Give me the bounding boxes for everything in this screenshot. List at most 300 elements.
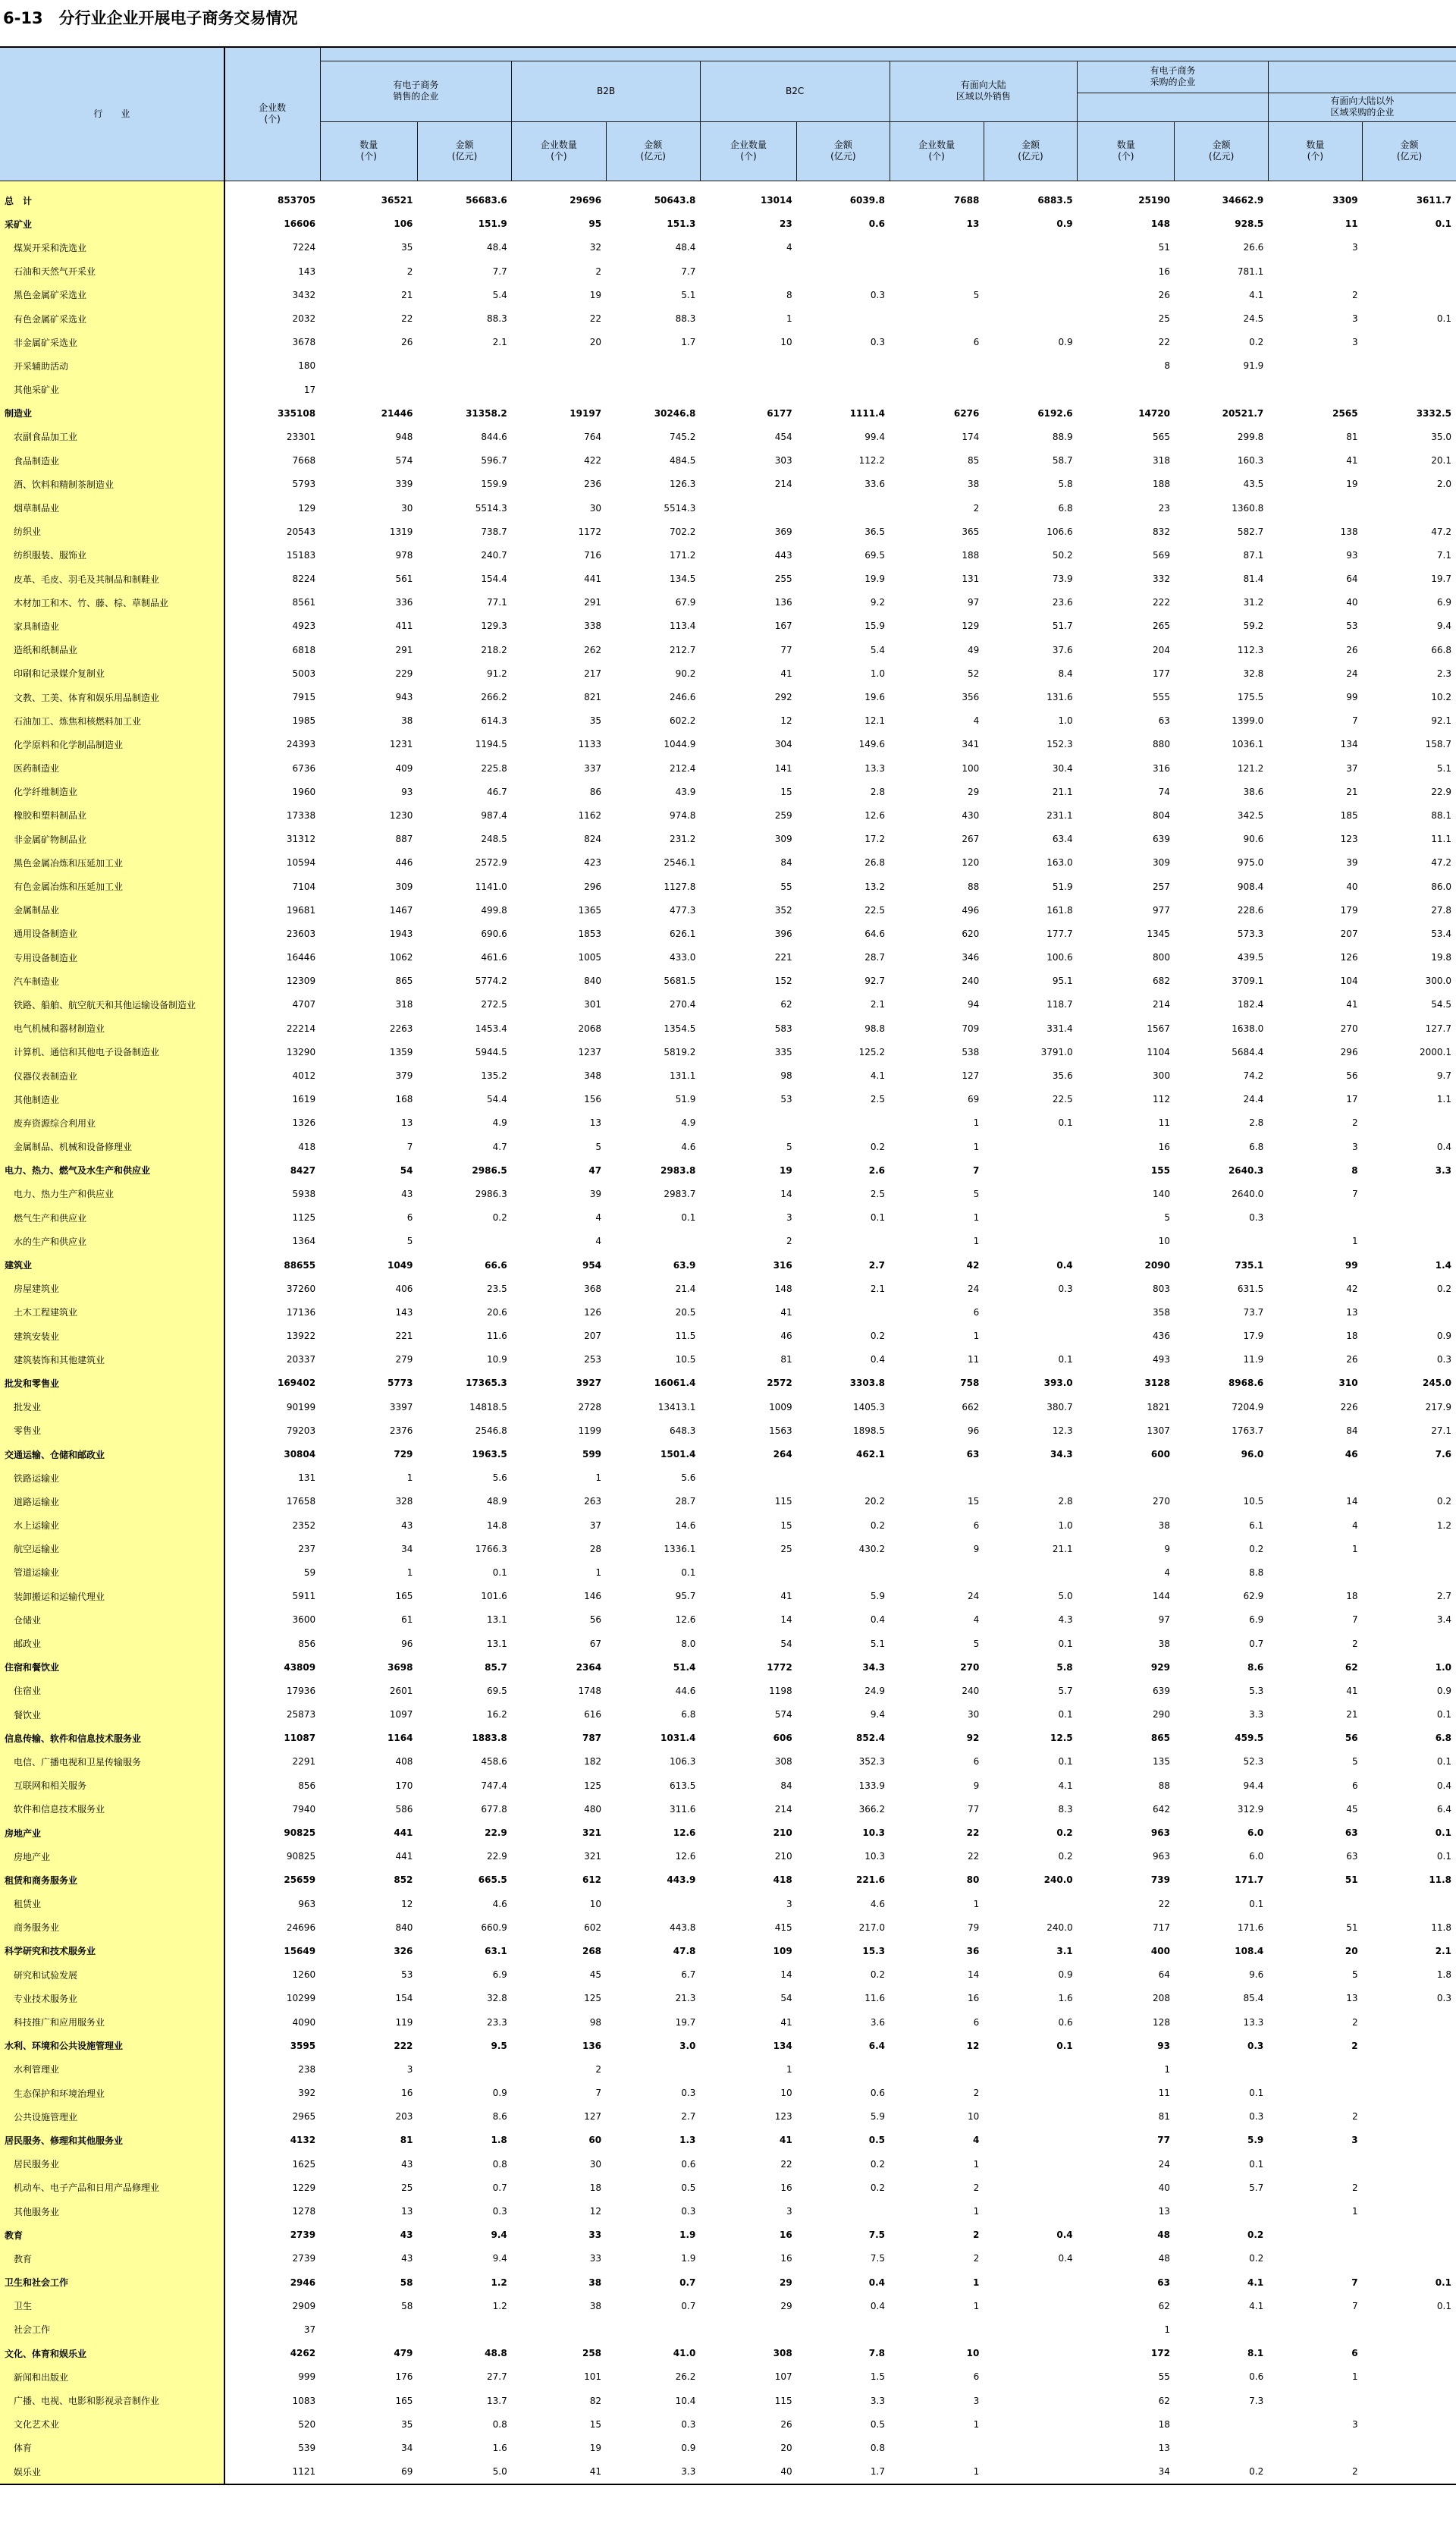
value-cell: 4.1 (1249, 2300, 1264, 2311)
value-cell: 13.2 (864, 881, 885, 892)
value-cell: 6 (973, 1519, 980, 1531)
table-title: 6-13 分行业企业开展电子商务交易情况 (3, 9, 298, 27)
value-cell (606, 2057, 700, 2081)
value-cell: 22 (1158, 1898, 1170, 1909)
value-cell: 248.5 (481, 834, 507, 845)
value-cell: 34 (1078, 2460, 1175, 2484)
value-cell: 852.4 (856, 1733, 885, 1744)
value-cell: 2 (595, 266, 602, 277)
value-cell: 5.7 (1058, 1685, 1073, 1696)
value-cell: 1231 (389, 739, 413, 750)
value-cell: 38 (401, 715, 413, 727)
value-cell (606, 354, 700, 378)
value-cell: 94.4 (1243, 1780, 1264, 1791)
value-cell: 1.8 (491, 2135, 507, 2146)
value-cell: 6.0 (1249, 1851, 1264, 1862)
table-row (0, 1797, 1456, 1821)
value-cell: 40 (700, 2460, 796, 2484)
value-cell: 0.4 (870, 1614, 885, 1626)
value-cell: 4.9 (492, 1117, 507, 1129)
table-row (0, 2460, 1456, 2484)
value-cell: 109 (773, 1945, 792, 1956)
value-cell: 41.0 (673, 2348, 696, 2359)
industry-name: 卫生和社会工作 (0, 2270, 224, 2294)
ecommerce-table (0, 46, 1456, 2485)
table-row (0, 993, 1456, 1017)
value-cell: 3.3 (1249, 1709, 1264, 1720)
value-cell: 7104 (292, 881, 316, 892)
value-cell: 129 (298, 502, 316, 514)
table-row (0, 189, 1456, 212)
value-cell: 25873 (286, 1709, 316, 1720)
value-cell: 0.2 (1247, 2229, 1264, 2241)
value-cell: 8.6 (1247, 1661, 1264, 1673)
value-cell: 423 (584, 857, 602, 869)
value-cell: 3791.0 (1040, 1046, 1073, 1057)
value-cell: 0.1 (1435, 218, 1451, 230)
value-cell: 2364 (576, 1661, 602, 1673)
value-cell: 20.6 (487, 1306, 507, 1318)
value-cell: 0.1 (1058, 1354, 1073, 1365)
value-cell: 36 (966, 1945, 980, 1956)
value-cell: 106 (394, 218, 413, 230)
value-cell: 8427 (290, 1164, 316, 1176)
value-cell: 66.6 (485, 1259, 507, 1271)
value-cell: 115 (774, 2395, 792, 2406)
value-cell: 2 (1351, 1638, 1358, 1649)
value-cell: 41 (512, 2460, 606, 2484)
value-cell: 5.6 (681, 1472, 696, 1484)
value-cell: 97 (1158, 1614, 1170, 1626)
value-cell: 0.1 (1249, 2088, 1264, 2099)
value-cell: 2 (973, 502, 980, 514)
value-cell: 1009 (769, 1401, 792, 1412)
value-cell (984, 2342, 1077, 2365)
value-cell (1363, 2057, 1456, 2081)
value-cell: 44.6 (675, 1685, 696, 1696)
value-cell: 1125 (292, 1212, 316, 1224)
value-cell: 10 (968, 2111, 980, 2123)
value-cell: 123 (774, 2111, 792, 2123)
value-cell: 134 (773, 2040, 792, 2051)
value-cell: 51.7 (1052, 621, 1073, 632)
value-cell: 134.5 (670, 573, 696, 585)
industry-name: 采矿业 (0, 212, 224, 236)
value-cell: 19.7 (1431, 573, 1451, 585)
value-cell: 35 (401, 242, 413, 253)
value-cell: 127 (962, 1070, 980, 1082)
value-cell: 6 (1351, 1780, 1358, 1791)
industry-name: 通用设备制造业 (0, 922, 224, 945)
value-cell: 35 (401, 2418, 413, 2430)
industry-name: 计算机、通信和其他电子设备制造业 (0, 1040, 224, 1064)
value-cell: 5773 (388, 1378, 413, 1389)
table-row (0, 283, 1456, 306)
value-cell (1268, 1560, 1362, 1584)
value-cell: 12309 (286, 976, 316, 987)
value-cell (1363, 2176, 1456, 2199)
value-cell: 583 (774, 1023, 792, 1034)
value-cell: 5 (406, 1236, 413, 1247)
value-cell: 0.1 (1436, 1756, 1451, 1768)
value-cell: 208 (1153, 1993, 1170, 2004)
value-cell: 41 (780, 2016, 792, 2028)
value-cell: 368 (584, 1283, 602, 1294)
value-cell: 4.1 (870, 1070, 885, 1082)
value-cell: 1763.7 (1232, 1425, 1264, 1436)
value-cell: 411 (395, 621, 413, 632)
value-cell: 7 (1351, 715, 1358, 727)
value-cell: 63 (1345, 1827, 1358, 1839)
value-cell: 126 (584, 1306, 602, 1318)
value-cell: 37 (589, 1519, 602, 1531)
value-cell: 8 (1351, 1164, 1358, 1176)
value-cell: 12 (589, 2206, 602, 2217)
value-cell: 10594 (286, 857, 316, 869)
value-cell (797, 354, 890, 378)
value-cell (1363, 1182, 1456, 1205)
value-cell: 1097 (389, 1709, 413, 1720)
value-cell: 0.1 (1436, 313, 1451, 325)
value-cell: 5793 (292, 479, 316, 490)
value-cell: 41 (780, 1591, 792, 1602)
value-cell: 8561 (292, 597, 316, 608)
value-cell (984, 2389, 1077, 2412)
value-cell: 118.7 (1046, 999, 1073, 1010)
value-cell: 28.7 (675, 1496, 696, 1507)
table-row (0, 331, 1456, 354)
value-cell: 309 (774, 834, 792, 845)
value-cell: 36521 (381, 195, 413, 206)
value-cell (1363, 1892, 1456, 1915)
value-cell: 626.1 (670, 928, 696, 939)
value-cell: 379 (395, 1070, 413, 1082)
value-cell: 2 (1351, 2016, 1358, 2028)
value-cell: 69.5 (487, 1685, 507, 1696)
value-cell: 231.2 (670, 834, 696, 845)
value-cell: 781.1 (1237, 266, 1264, 277)
value-cell: 8.8 (1249, 1566, 1264, 1578)
value-cell (1363, 331, 1456, 354)
value-cell: 20 (589, 337, 602, 348)
value-cell: 245.0 (1423, 1378, 1451, 1389)
header-purchase-qty: 数量 (个) (1078, 121, 1175, 181)
value-cell: 43 (401, 2253, 413, 2264)
value-cell (984, 2152, 1077, 2176)
industry-name: 科学研究和技术服务业 (0, 1939, 224, 1962)
value-cell: 106.3 (670, 1756, 696, 1768)
industry-name: 铁路运输业 (0, 1466, 224, 1490)
industry-name: 管道运输业 (0, 1560, 224, 1584)
industry-name: 住宿业 (0, 1679, 224, 1702)
value-cell: 100 (962, 762, 980, 774)
value-cell: 309 (395, 881, 413, 892)
value-cell: 13 (401, 2206, 413, 2217)
value-cell: 19681 (286, 904, 316, 916)
value-cell: 5 (1164, 1212, 1170, 1224)
value-cell: 15 (780, 1519, 792, 1531)
value-cell (1363, 2034, 1456, 2057)
value-cell: 258 (582, 2348, 602, 2359)
value-cell: 144 (1153, 1591, 1170, 1602)
value-cell: 716 (584, 549, 602, 561)
value-cell: 308 (773, 2348, 792, 2359)
value-cell: 11.5 (675, 1331, 696, 1342)
value-cell: 586 (395, 1803, 413, 1815)
value-cell: 15 (968, 1496, 980, 1507)
value-cell: 1772 (767, 1661, 792, 1673)
value-cell: 54 (780, 1993, 792, 2004)
value-cell: 2640.0 (1232, 1188, 1264, 1199)
value-cell: 6276 (953, 407, 980, 419)
value-cell: 32.8 (487, 1993, 507, 2004)
value-cell: 3709.1 (1232, 976, 1264, 987)
value-cell (1363, 1230, 1456, 1253)
value-cell: 34 (401, 2442, 413, 2453)
value-cell: 14.8 (487, 1519, 507, 1531)
value-cell (1363, 1466, 1456, 1490)
value-cell: 352 (774, 904, 792, 916)
value-cell: 1 (1351, 1236, 1358, 1247)
value-cell: 10.9 (487, 1354, 507, 1365)
value-cell: 131 (298, 1472, 316, 1484)
industry-name: 道路运输业 (0, 1490, 224, 1513)
value-cell: 263 (584, 1496, 602, 1507)
value-cell: 80 (966, 1874, 980, 1886)
value-cell: 43.9 (675, 786, 696, 797)
value-cell: 35.0 (1431, 431, 1451, 442)
value-cell: 865 (1150, 1733, 1170, 1744)
value-cell: 88655 (284, 1259, 316, 1271)
value-cell: 787 (582, 1733, 602, 1744)
value-cell: 5.0 (1058, 1591, 1073, 1602)
value-cell: 7915 (292, 692, 316, 703)
value-cell: 2.1 (870, 1283, 885, 1294)
table-row (0, 969, 1456, 993)
value-cell: 3678 (292, 337, 316, 348)
value-cell: 6177 (767, 407, 792, 419)
value-cell: 3397 (389, 1401, 413, 1412)
value-cell: 1364 (292, 1236, 316, 1247)
table-row (0, 354, 1456, 378)
table-row (0, 2129, 1456, 2152)
value-cell: 128 (1153, 2016, 1170, 2028)
value-cell: 1748 (578, 1685, 602, 1696)
value-cell: 17.9 (1243, 1331, 1264, 1342)
value-cell (984, 1182, 1077, 1205)
industry-name: 水利、环境和公共设施管理业 (0, 2034, 224, 2057)
value-cell: 6192.6 (1037, 407, 1073, 419)
value-cell: 2 (1351, 2182, 1358, 2193)
value-cell: 16 (968, 1993, 980, 2004)
value-cell: 4 (1164, 1566, 1170, 1578)
value-cell: 17365.3 (466, 1378, 507, 1389)
value-cell: 1 (972, 2277, 980, 2288)
industry-name: 娱乐业 (0, 2460, 224, 2484)
value-cell (1268, 2247, 1362, 2270)
value-cell (890, 354, 984, 378)
value-cell: 38 (1158, 1638, 1170, 1649)
value-cell: 23.3 (487, 2016, 507, 2028)
value-cell: 51.9 (675, 1094, 696, 1105)
value-cell: 5 (973, 1638, 980, 1649)
value-cell: 747.4 (481, 1780, 507, 1791)
value-cell: 34662.9 (1222, 195, 1264, 206)
value-cell: 1883.8 (472, 1733, 507, 1744)
value-cell (1268, 259, 1362, 283)
value-cell: 1.6 (1058, 1993, 1073, 2004)
value-cell: 14 (968, 1969, 980, 1981)
value-cell: 0.3 (1436, 1354, 1451, 1365)
value-cell: 13.3 (864, 762, 885, 774)
value-cell: 484.5 (670, 455, 696, 467)
value-cell: 454 (774, 431, 792, 442)
value-cell: 600 (1150, 1449, 1170, 1460)
value-cell: 291 (395, 644, 413, 655)
value-cell: 22 (968, 1851, 980, 1862)
value-cell: 1625 (292, 2158, 316, 2170)
value-cell: 856 (298, 1780, 316, 1791)
value-cell: 613.5 (670, 1780, 696, 1791)
table-row (0, 1513, 1456, 1537)
value-cell: 4262 (290, 2348, 316, 2359)
value-cell: 5.1 (1436, 762, 1451, 774)
value-cell: 25659 (284, 1874, 316, 1886)
value-cell: 10 (1158, 1236, 1170, 1247)
value-cell: 9.2 (870, 597, 885, 608)
value-cell: 29 (780, 2300, 792, 2311)
value-cell: 74 (1158, 786, 1170, 797)
value-cell: 1260 (292, 1969, 316, 1981)
value-cell: 18 (1346, 1331, 1358, 1342)
value-cell: 136 (582, 2040, 602, 2051)
value-cell: 2 (406, 266, 413, 277)
value-cell: 717 (1153, 1922, 1170, 1933)
value-cell: 5.9 (870, 2111, 885, 2123)
industry-name: 纺织业 (0, 520, 224, 543)
value-cell: 171.2 (670, 549, 696, 561)
value-cell: 648.3 (670, 1425, 696, 1436)
value-cell: 1307 (1147, 1425, 1170, 1436)
value-cell (1363, 2389, 1456, 2412)
header-overseas-purchase-qty: 数量 (个) (1268, 121, 1362, 181)
value-cell: 11 (1345, 218, 1358, 230)
value-cell: 23.5 (487, 1283, 507, 1294)
value-cell (890, 236, 984, 259)
industry-name: 其他采矿业 (0, 378, 224, 401)
value-cell: 95 (588, 218, 602, 230)
value-cell (1175, 1230, 1268, 1253)
table-row (0, 520, 1456, 543)
value-cell: 5.7 (1249, 2182, 1264, 2193)
value-cell: 356 (962, 692, 980, 703)
value-cell: 2.8 (1249, 1117, 1264, 1129)
value-cell (606, 1892, 700, 1915)
industry-name: 土木工程建筑业 (0, 1300, 224, 1324)
value-cell: 16 (780, 2253, 792, 2264)
value-cell: 268 (582, 1945, 602, 1956)
industry-name: 文化艺术业 (0, 2412, 224, 2436)
value-cell: 7.3 (1249, 2395, 1264, 2406)
value-cell: 7.7 (492, 266, 507, 277)
value-cell: 12.6 (675, 1614, 696, 1626)
industry-name: 黑色金属矿采选业 (0, 283, 224, 306)
value-cell: 125 (584, 1993, 602, 2004)
header-industry: 行 业 (0, 47, 224, 181)
value-cell: 639 (1153, 1685, 1170, 1696)
value-cell: 13.3 (1243, 2016, 1264, 2028)
value-cell: 7940 (292, 1803, 316, 1815)
value-cell: 41 (780, 668, 792, 679)
value-cell: 10 (966, 2348, 980, 2359)
value-cell: 5514.3 (664, 502, 696, 514)
value-cell: 3 (1351, 2418, 1358, 2430)
value-cell: 188 (962, 549, 980, 561)
value-cell: 1 (786, 2063, 792, 2075)
value-cell: 96 (401, 1638, 413, 1649)
value-cell: 1.0 (870, 668, 885, 679)
value-cell: 3332.5 (1416, 407, 1451, 419)
value-cell: 6 (973, 2371, 980, 2383)
value-cell: 5 (973, 1188, 980, 1199)
value-cell: 1821 (1147, 1401, 1170, 1412)
value-cell: 11 (1158, 1117, 1170, 1129)
value-cell: 291 (584, 597, 602, 608)
value-cell: 221 (774, 952, 792, 963)
value-cell: 34.3 (862, 1661, 885, 1673)
industry-name: 其他制造业 (0, 1088, 224, 1111)
value-cell: 821 (584, 692, 602, 703)
value-cell (1363, 2412, 1456, 2436)
value-cell: 290 (1153, 1709, 1170, 1720)
industry-name: 有色金属矿采选业 (0, 306, 224, 330)
value-cell: 13 (1346, 1306, 1358, 1318)
value-cell: 3 (1351, 1141, 1358, 1152)
value-cell: 1766.3 (475, 1543, 507, 1554)
industry-name: 印刷和记录媒介复制业 (0, 661, 224, 685)
value-cell: 642 (1153, 1803, 1170, 1815)
value-cell: 90199 (286, 1401, 316, 1412)
value-cell: 352.3 (858, 1756, 885, 1768)
value-cell: 131 (962, 573, 980, 585)
value-cell: 212.7 (670, 644, 696, 655)
value-cell: 312.9 (1237, 1803, 1264, 1815)
value-cell: 13 (1158, 2206, 1170, 2217)
industry-name: 互联网和相关服务 (0, 1774, 224, 1797)
value-cell: 86.0 (1431, 881, 1451, 892)
value-cell: 6 (973, 2016, 980, 2028)
table-row (0, 2342, 1456, 2365)
value-cell: 12.1 (864, 715, 885, 727)
value-cell: 380.7 (1046, 1401, 1073, 1412)
value-cell: 0.2 (492, 1212, 507, 1224)
value-cell: 2.6 (868, 1164, 885, 1176)
value-cell (984, 2460, 1077, 2484)
value-cell: 0.1 (1435, 2277, 1451, 2288)
value-cell: 1 (973, 2418, 980, 2430)
value-cell (1175, 2317, 1268, 2341)
industry-name: 文化、体育和娱乐业 (0, 2342, 224, 2365)
value-cell: 31312 (286, 834, 316, 845)
value-cell (1363, 354, 1456, 378)
value-cell: 39 (1346, 857, 1358, 869)
value-cell: 7 (406, 1141, 413, 1152)
value-cell: 129.3 (481, 621, 507, 632)
header-b2c: B2C (700, 61, 890, 121)
industry-name: 卫生 (0, 2294, 224, 2317)
industry-name: 租赁和商务服务业 (0, 1868, 224, 1892)
value-cell: 8 (786, 289, 792, 300)
